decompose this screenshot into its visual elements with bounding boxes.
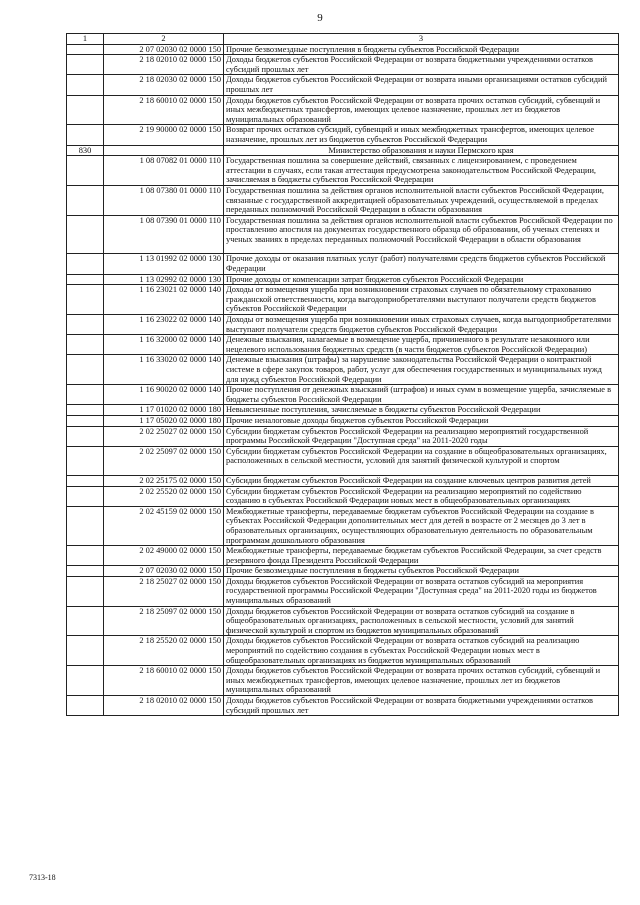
revenue-description-cell: Межбюджетные трансферты, передаваемые бюджетам субъектов Российской Федерации на создание в субъектах Российской Федерации дополнительных мест для детей в возрасте от 2 месяцев до 3 лет в образовательных организациях, осуществляющих образовательную деятельность по образовательным программам дошкольного образования (224, 506, 619, 545)
table-row (67, 405, 619, 416)
revenue-description-cell: Доходы бюджетов субъектов Российской Федерации от возврата остатков субсидий на мероприятия государственной программы Российской Федерации "Доступная среда" на 2011-2020 годы из бюджетов муниципальных образований (224, 576, 619, 606)
admin-code-cell (67, 566, 104, 577)
admin-code-cell (67, 156, 104, 186)
table-row (67, 95, 619, 125)
revenue-description-cell: Государственная пошлина за действия органов исполнительной власти субъектов Российской Федерации по проставлению апостиля на документах государственного образца об образовании, об ученых степенях и ученых званиях в пределах переданных полномочий Российской Федерации в области образования (224, 215, 619, 254)
admin-code-cell (67, 125, 104, 145)
admin-code-cell (67, 696, 104, 716)
revenue-description-cell: Доходы бюджетов субъектов Российской Федерации от возврата бюджетными учреждениями остатков субсидий прошлых лет (224, 696, 619, 716)
admin-code-cell (67, 335, 104, 355)
footer-code: 7313-18 (29, 873, 56, 882)
table-row (67, 446, 619, 475)
table-row (67, 254, 619, 274)
revenue-code-cell: 2 02 25027 02 0000 150 (104, 426, 224, 446)
revenue-description-cell: Субсидии бюджетам субъектов Российской Федерации на создание ключевых центров развития детей (224, 475, 619, 486)
revenue-codes-table (66, 33, 619, 716)
admin-code-cell (67, 546, 104, 566)
revenue-description-cell: Прочие безвозмездные поступления в бюджеты субъектов Российской Федерации (224, 44, 619, 55)
revenue-code-cell: 2 18 60010 02 0000 150 (104, 95, 224, 125)
revenue-description-cell: Прочие безвозмездные поступления в бюджеты субъектов Российской Федерации (224, 566, 619, 577)
revenue-description-cell: Доходы бюджетов субъектов Российской Федерации от возврата иными организациями остатков субсидий прошлых лет (224, 75, 619, 95)
admin-code-cell (67, 55, 104, 75)
revenue-description-cell: Денежные взыскания (штрафы) за нарушение законодательства Российской Федерации о контрактной системе в сфере закупок товаров, работ, услуг для обеспечения государственных и муниципальных нужд для нужд субъектов Российской Федерации (224, 355, 619, 385)
table-row (67, 486, 619, 506)
revenue-description-cell: Возврат прочих остатков субсидий, субвенций и иных межбюджетных трансфертов, имеющих целевое назначение, прошлых лет из бюджетов субъектов Российской Федерации (224, 125, 619, 145)
revenue-code-cell: 2 02 25520 02 0000 150 (104, 486, 224, 506)
revenue-code-cell: 1 16 23021 02 0000 140 (104, 285, 224, 315)
table-row (67, 636, 619, 666)
table-row (67, 215, 619, 254)
table-row (67, 385, 619, 405)
revenue-code-cell: 2 02 49000 02 0000 150 (104, 546, 224, 566)
table-row (67, 156, 619, 186)
revenue-code-cell: 1 17 05020 02 0000 180 (104, 415, 224, 426)
revenue-description-cell: Прочие неналоговые доходы бюджетов субъектов Российской Федерации (224, 415, 619, 426)
revenue-description-cell: Субсидии бюджетам субъектов Российской Федерации на создание в общеобразовательных организациях, расположенных в сельской местности, условий для занятий физической культурой и спортом (224, 446, 619, 475)
table-row (67, 274, 619, 285)
table-row (67, 44, 619, 55)
revenue-description-cell: Субсидии бюджетам субъектов Российской Федерации на реализацию мероприятий по содействию созданию в субъектах Российской Федерации новых мест в общеобразовательных организациях (224, 486, 619, 506)
admin-code-cell (67, 75, 104, 95)
admin-code-cell (67, 475, 104, 486)
admin-code-cell (67, 606, 104, 636)
admin-code-cell (67, 486, 104, 506)
admin-code-cell: 830 (67, 145, 104, 156)
table-row (67, 315, 619, 335)
column-header-3: 3 (224, 34, 619, 45)
revenue-code-cell: 2 18 60010 02 0000 150 (104, 666, 224, 696)
revenue-code-cell: 1 08 07390 01 0000 110 (104, 215, 224, 254)
revenue-description-cell: Государственная пошлина за действия органов исполнительной власти субъектов Российской Федерации, связанные с государственной аккредитацией образовательных учреждений, осуществляемой в пределах переданных полномочий Российской Федерации в области образования (224, 185, 619, 215)
revenue-code-cell: 2 18 25027 02 0000 150 (104, 576, 224, 606)
table-row (67, 546, 619, 566)
revenue-code-cell: 2 02 25175 02 0000 150 (104, 475, 224, 486)
table-row (67, 576, 619, 606)
table-row (67, 185, 619, 215)
admin-code-cell (67, 576, 104, 606)
admin-code-cell (67, 355, 104, 385)
table-row (67, 566, 619, 577)
revenue-description-cell: Денежные взыскания, налагаемые в возмещение ущерба, причиненного в результате незаконного или нецелевого использования бюджетных средств (в части бюджетов субъектов Российской Федерации) (224, 335, 619, 355)
revenue-code-cell: 1 13 01992 02 0000 130 (104, 254, 224, 274)
admin-code-cell (67, 185, 104, 215)
column-header-2: 2 (104, 34, 224, 45)
table-row (67, 335, 619, 355)
revenue-code-cell: 1 13 02992 02 0000 130 (104, 274, 224, 285)
revenue-code-cell: 1 16 33020 02 0000 140 (104, 355, 224, 385)
admin-code-cell (67, 666, 104, 696)
admin-code-cell (67, 285, 104, 315)
table-row (67, 55, 619, 75)
admin-code-cell (67, 506, 104, 545)
revenue-description-cell: Доходы бюджетов субъектов Российской Федерации от возврата остатков субсидий на реализацию мероприятий по содействию создания в субъектах Российской Федерации новых мест в общеобразовательных организациях из бюджетов муниципальных образований (224, 636, 619, 666)
admin-code-cell (67, 446, 104, 475)
revenue-description-cell: Доходы бюджетов субъектов Российской Федерации от возврата бюджетными учреждениями остатков субсидий прошлых лет (224, 55, 619, 75)
table-row (67, 285, 619, 315)
table-row (67, 75, 619, 95)
revenue-code-cell: 2 02 45159 02 0000 150 (104, 506, 224, 545)
table-row (67, 506, 619, 545)
table-row (67, 666, 619, 696)
table-header-row (67, 34, 619, 45)
revenue-description-cell: Доходы бюджетов субъектов Российской Федерации от возврата остатков субсидий на создание в общеобразовательных организациях, расположенных в сельской местности, условий для занятий физической культурой и спортом из бюджетов муниципальных образований (224, 606, 619, 636)
revenue-description-cell: Государственная пошлина за совершение действий, связанных с лицензированием, с проведением аттестации в случаях, если такая аттестация предусмотрена законодательством Российской Федерации, зачисляемая в бюджеты субъектов Российской Федерации (224, 156, 619, 186)
department-name-cell: Министерство образования и науки Пермского края (224, 145, 619, 156)
revenue-description-cell: Межбюджетные трансферты, передаваемые бюджетам субъектов Российской Федерации, за счет средств резервного фонда Президента Российской Федерации (224, 546, 619, 566)
admin-code-cell (67, 426, 104, 446)
admin-code-cell (67, 254, 104, 274)
table-row (67, 606, 619, 636)
admin-code-cell (67, 405, 104, 416)
admin-code-cell (67, 636, 104, 666)
table-row (67, 125, 619, 145)
table-body (67, 44, 619, 716)
revenue-code-cell: 2 19 90000 02 0000 150 (104, 125, 224, 145)
revenue-description-cell: Субсидии бюджетам субъектов Российской Федерации на реализацию мероприятий государственной программы Российской Федерации "Доступная среда" на 2011-2020 годы (224, 426, 619, 446)
revenue-code-cell: 2 07 02030 02 0000 150 (104, 566, 224, 577)
table-row (67, 415, 619, 426)
admin-code-cell (67, 44, 104, 55)
admin-code-cell (67, 274, 104, 285)
revenue-code-cell: 1 08 07380 01 0000 110 (104, 185, 224, 215)
admin-code-cell (67, 415, 104, 426)
revenue-code-cell: 1 16 32000 02 0000 140 (104, 335, 224, 355)
revenue-code-cell: 1 08 07082 01 0000 110 (104, 156, 224, 186)
revenue-description-cell: Доходы от возмещения ущерба при возникновении страховых случаев по обязательному страхованию гражданской ответственности, когда выгодоприобретателями выступают получатели средств бюджетов субъектов Российской Федерации (224, 285, 619, 315)
revenue-description-cell: Доходы бюджетов субъектов Российской Федерации от возврата прочих остатков субсидий, субвенций и иных межбюджетных трансфертов, имеющих целевое назначение, прошлых лет из бюджетов муниципальных образований (224, 666, 619, 696)
table-row (67, 426, 619, 446)
revenue-code-cell: 2 18 02010 02 0000 150 (104, 696, 224, 716)
revenue-code-cell: 2 18 02030 02 0000 150 (104, 75, 224, 95)
revenue-code-cell: 2 18 02010 02 0000 150 (104, 55, 224, 75)
table-row (67, 475, 619, 486)
revenue-code-cell: 2 07 02030 02 0000 150 (104, 44, 224, 55)
revenue-description-cell: Прочие доходы от компенсации затрат бюджетов субъектов Российской Федерации (224, 274, 619, 285)
revenue-code-cell: 1 17 01020 02 0000 180 (104, 405, 224, 416)
revenue-code-cell: 1 16 23022 02 0000 140 (104, 315, 224, 335)
revenue-description-cell: Прочие поступления от денежных взысканий (штрафов) и иных сумм в возмещение ущерба, зачисляемые в бюджеты субъектов Российской Федерации (224, 385, 619, 405)
column-header-1: 1 (67, 34, 104, 45)
page-number: 9 (317, 12, 323, 24)
admin-code-cell (67, 315, 104, 335)
table-row (67, 696, 619, 716)
revenue-description-cell: Доходы от возмещения ущерба при возникновении иных страховых случаев, когда выгодоприобретателями выступают получатели средств бюджетов субъектов Российской Федерации (224, 315, 619, 335)
table-row (67, 355, 619, 385)
revenue-code-cell: 2 02 25097 02 0000 150 (104, 446, 224, 475)
admin-code-cell (67, 385, 104, 405)
revenue-code-cell: 2 18 25097 02 0000 150 (104, 606, 224, 636)
revenue-code-cell: 1 16 90020 02 0000 140 (104, 385, 224, 405)
admin-code-cell (67, 95, 104, 125)
admin-code-cell (67, 215, 104, 254)
revenue-description-cell: Доходы бюджетов субъектов Российской Федерации от возврата прочих остатков субсидий, субвенций и иных межбюджетных трансфертов, имеющих целевое назначение, прошлых лет из бюджетов муниципальных образований (224, 95, 619, 125)
revenue-description-cell: Прочие доходы от оказания платных услуг (работ) получателями средств бюджетов субъектов Российской Федерации (224, 254, 619, 274)
revenue-code-cell: 2 18 25520 02 0000 150 (104, 636, 224, 666)
revenue-description-cell: Невыясненные поступления, зачисляемые в бюджеты субъектов Российской Федерации (224, 405, 619, 416)
revenue-code-cell (104, 145, 224, 156)
table-row (67, 145, 619, 156)
